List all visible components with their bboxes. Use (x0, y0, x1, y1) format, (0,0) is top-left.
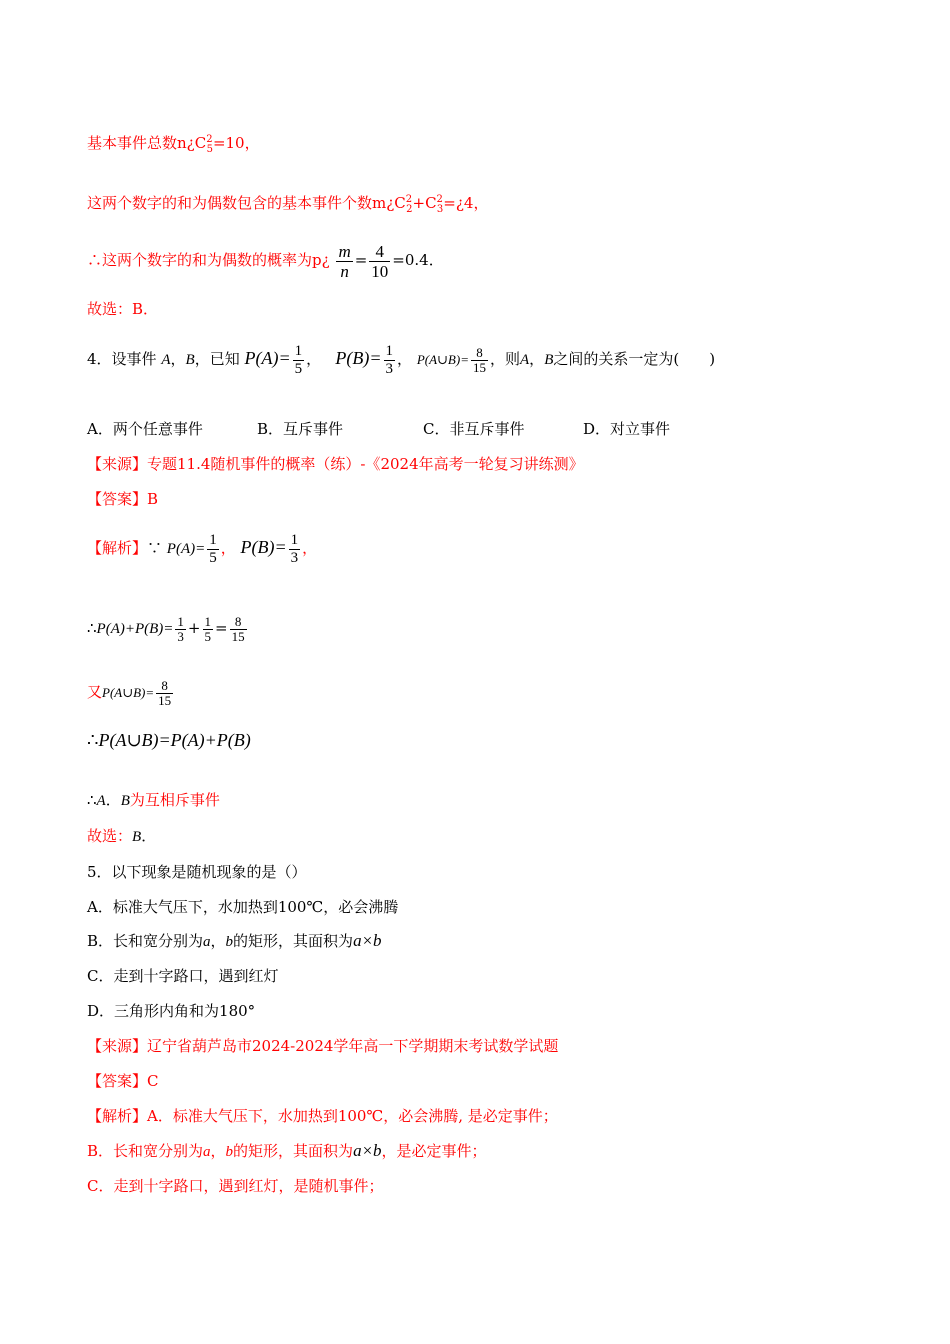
question-4-source: 【来源】专题11.4随机事件的概率（练）-《2024年高考一轮复习讲练测》 (87, 455, 584, 473)
analysis-choose: 故选：B． (87, 827, 157, 845)
question-4-analysis: 【解析】∵ P(A)= $\frac{1}{5}$ ， P(B)= $\frac{1}{3}$ ， (87, 531, 318, 566)
solution-line-total: 基本事件总数$n¿C^2_5=10$， (87, 134, 260, 155)
question-5-analysis-b: B．长和宽分别为a，b的矩形，其面积为a×b，是必定事件； (87, 1141, 487, 1160)
question-5-option-c: C．走到十字路口，遇到红灯 (87, 967, 279, 985)
question-5: 5．以下现象是随机现象的是（） (87, 863, 307, 881)
question-5-option-d: D．三角形内角和为180° (87, 1002, 256, 1020)
analysis-union: 又P(A∪B)= $\frac{8}{15}$ (87, 677, 172, 708)
question-5-analysis-a: 【解析】A．标准大气压下，水加热到100℃，必会沸腾, 是必定事件； (87, 1107, 558, 1125)
analysis-sum: ∴P(A)+P(B)= $\frac{1}{3}$ + $\frac{1}{5}$ = $\frac{8}{15}$ (87, 613, 245, 644)
analysis-equal: ∴P(A∪B)=P(A)+P(B) (87, 730, 251, 751)
solution-line-probability: ∴这两个数字的和为偶数的概率为p¿ $\frac{m}{n}$ = $\frac{4}{10}$ =0.4． (87, 241, 444, 281)
question-5-option-b: B．长和宽分别为a，b的矩形，其面积为a×b (87, 931, 382, 950)
question-5-option-a: A．标准大气压下，水加热到100℃，必会沸腾 (87, 898, 399, 916)
question-4: 4．设事件 A，B，已知 P(A)= $\frac{1}{5}$ ， P(B)= $\frac{1}{3}$ ， P(A∪B)= $\frac{8}{15}$ ，则A，B之间的关系一定为( ) (87, 342, 716, 377)
solution-choose-b: 故选：B． (87, 300, 159, 318)
question-5-source: 【来源】辽宁省葫芦岛市2024-2024学年高一下学期期末考试数学试题 (87, 1037, 559, 1055)
question-4-options: A．两个任意事件 B．互斥事件 C．非互斥事件 D．对立事件 (87, 420, 671, 438)
solution-line-even-count: 这两个数字的和为偶数包含的基本事件个数$m¿C^2_2+C^2_3=¿4$， (87, 194, 489, 215)
analysis-conclusion: ∴A．B为互相斥事件 (87, 791, 220, 809)
question-5-analysis-c: C．走到十字路口，遇到红灯，是随机事件； (87, 1177, 384, 1195)
question-4-answer: 【答案】B (87, 490, 159, 508)
question-5-answer: 【答案】C (87, 1072, 159, 1090)
